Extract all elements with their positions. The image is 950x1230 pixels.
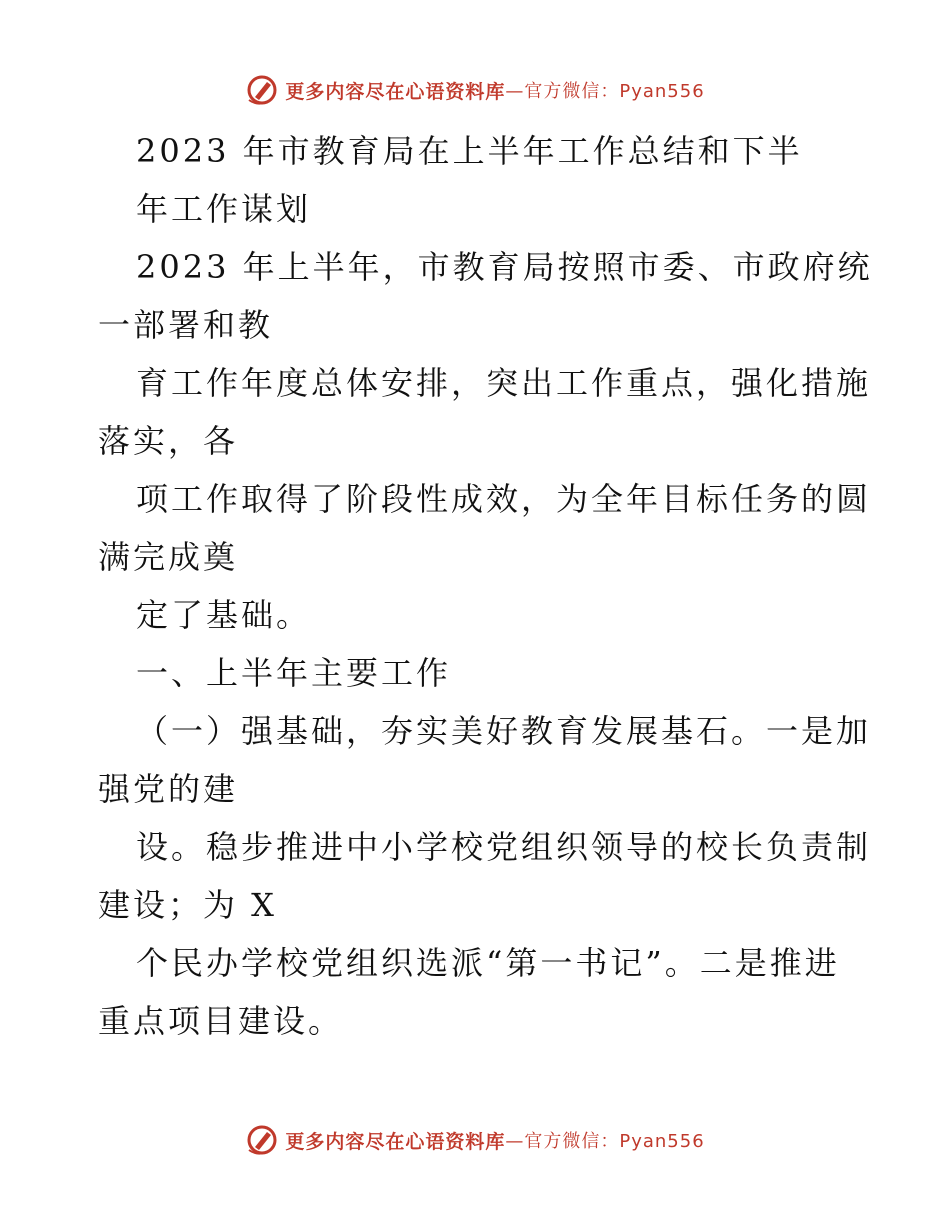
document-title-line-1: 2023 年市教育局在上半年工作总结和下半 bbox=[136, 132, 803, 170]
footer-banner bbox=[0, 1120, 950, 1160]
paragraph-line: 重点项目建设。 bbox=[98, 1002, 344, 1040]
paragraph-line: （一）强基础，夯实美好教育发展基石。一是加 bbox=[136, 712, 872, 750]
header-banner bbox=[0, 70, 950, 110]
paragraph-line: 项工作取得了阶段性成效，为全年目标任务的圆 bbox=[136, 480, 872, 518]
paragraph-line: 落实，各 bbox=[98, 422, 239, 460]
footer-banner-main: 更多内容尽在心语资料库 bbox=[285, 1130, 506, 1153]
header-banner-sub: —官方微信：Pyan556 bbox=[505, 81, 705, 102]
paragraph-line: 一部署和教 bbox=[98, 306, 274, 344]
document-body bbox=[98, 122, 873, 1050]
paragraph-line: 建设；为 X bbox=[98, 886, 277, 924]
paragraph-line: 定了基础。 bbox=[136, 596, 312, 634]
paragraph-line: 育工作年度总体安排，突出工作重点，强化措施 bbox=[136, 364, 872, 402]
paragraph-line: 2023 年上半年，市教育局按照市委、市政府统 bbox=[136, 248, 873, 286]
paragraph-line: 设。稳步推进中小学校党组织领导的校长负责制 bbox=[136, 828, 872, 866]
header-banner-main: 更多内容尽在心语资料库 bbox=[285, 80, 506, 103]
section-heading: 一、上半年主要工作 bbox=[136, 654, 452, 692]
paragraph-line: 个民办学校党组织选派“第一书记”。二是推进 bbox=[136, 944, 840, 982]
pen-circle-logo-icon bbox=[245, 73, 279, 107]
footer-banner-sub: —官方微信：Pyan556 bbox=[505, 1131, 705, 1152]
paragraph-line: 强党的建 bbox=[98, 770, 239, 808]
paragraph-line: 满完成奠 bbox=[98, 538, 239, 576]
pen-circle-logo-icon bbox=[245, 1123, 279, 1157]
document-title-line-2: 年工作谋划 bbox=[136, 190, 312, 228]
